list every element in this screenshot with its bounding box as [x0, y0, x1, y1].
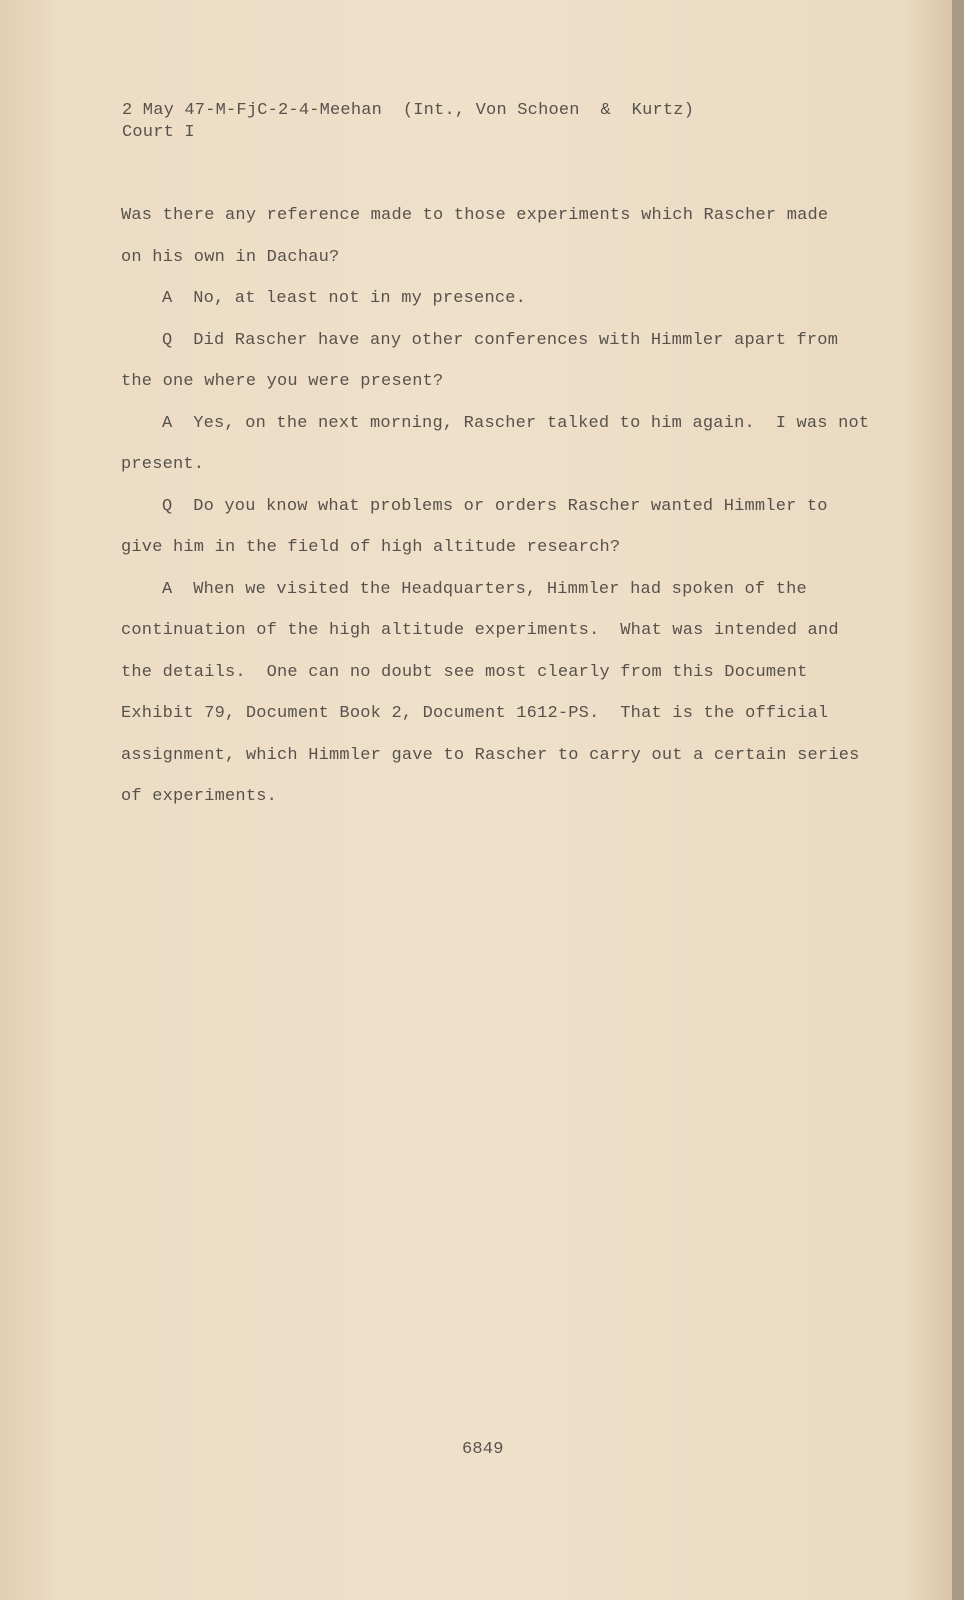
text-line: give him in the field of high altitude research?	[121, 538, 621, 557]
text-line: the details. One can no doubt see most clearly from this Document	[121, 663, 808, 682]
text-line: assignment, which Himmler gave to Rascher to carry out a certain series	[121, 746, 860, 765]
answer-line: A When we visited the Headquarters, Himmler had spoken of the	[162, 580, 807, 599]
text-line: of experiments.	[121, 787, 278, 806]
text-line: continuation of the high altitude experiments. What was intended and	[121, 621, 839, 640]
text-line: on his own in Dachau?	[121, 248, 340, 267]
text-line: Was there any reference made to those experiments which Rascher made	[121, 206, 829, 225]
answer-line: A Yes, on the next morning, Rascher talked to him again. I was not	[162, 414, 870, 433]
text-line: Exhibit 79, Document Book 2, Document 1612-PS. That is the official	[121, 704, 829, 723]
text-line: the one where you were present?	[121, 372, 444, 391]
header-line-1: 2 May 47-M-FjC-2-4-Meehan (Int., Von Schoen & Kurtz)	[122, 101, 695, 120]
page-edge	[952, 0, 964, 1600]
page-number: 6849	[462, 1440, 504, 1459]
header-line-2: Court I	[122, 123, 195, 142]
answer-line: A No, at least not in my presence.	[162, 289, 527, 308]
question-line: Q Did Rascher have any other conferences with Himmler apart from	[162, 331, 839, 350]
text-line: present.	[121, 455, 205, 474]
question-line: Q Do you know what problems or orders Rascher wanted Himmler to	[162, 497, 828, 516]
